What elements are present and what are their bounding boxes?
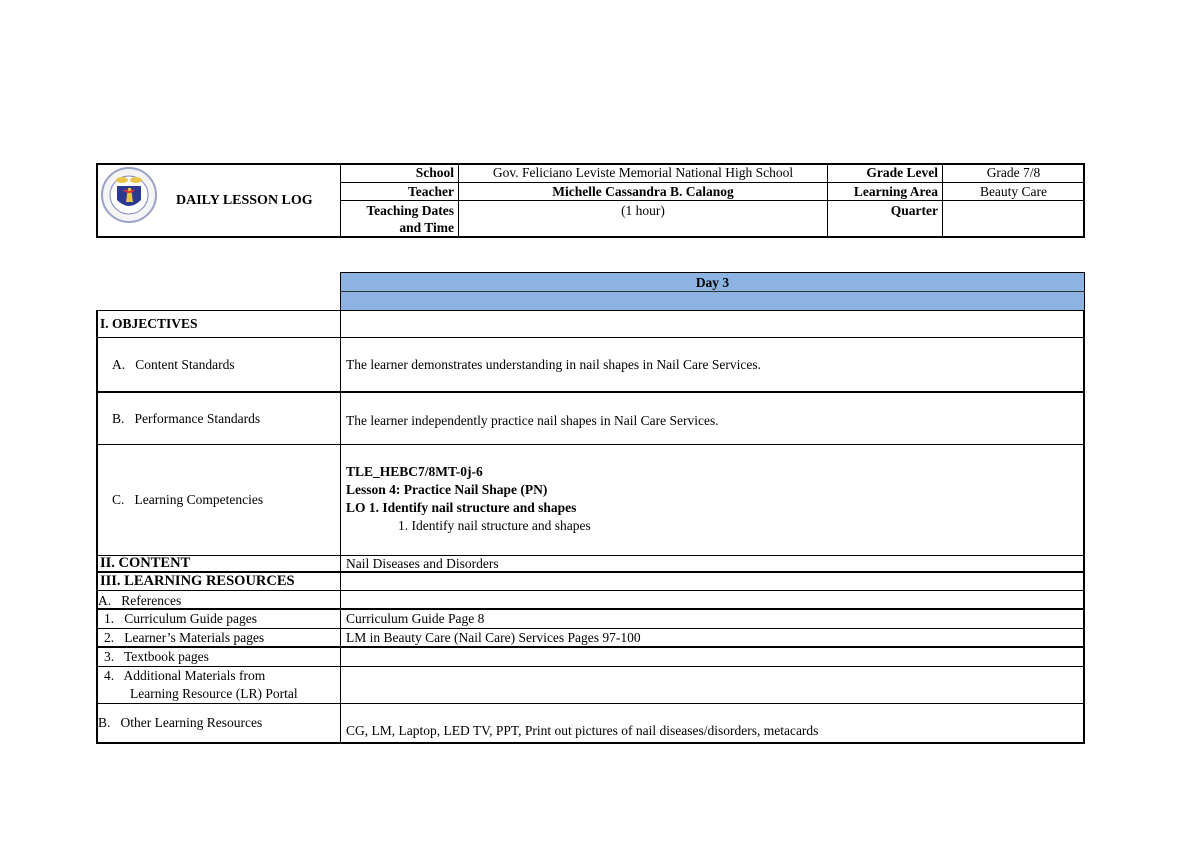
textbook-label: 3. Textbook pages (104, 649, 209, 664)
content-standards-value: The learner demonstrates understanding in nail shapes in Nail Care Services. (346, 357, 761, 372)
divider (96, 646, 1085, 648)
additional-materials-label-line2: Learning Resource (LR) Portal (130, 686, 298, 701)
teacher-label: Teacher (408, 184, 454, 199)
page-title: DAILY LESSON LOG (176, 193, 313, 208)
competency-lesson: Lesson 4: Practice Nail Shape (PN) (346, 482, 548, 497)
divider (96, 444, 1085, 445)
additional-materials-label-line1: 4. Additional Materials from (104, 668, 266, 683)
learning-area-value: Beauty Care (979, 184, 1048, 199)
competency-lo: LO 1. Identify nail structure and shapes (346, 500, 577, 515)
references-label: A. References (98, 593, 182, 608)
other-resources-value: CG, LM, Laptop, LED TV, PPT, Print out pictures of nail diseases/disorders, metacards (346, 723, 819, 738)
divider (96, 337, 1085, 338)
curriculum-guide-label: 1. Curriculum Guide pages (104, 611, 257, 626)
curriculum-guide-value: Curriculum Guide Page 8 (346, 611, 485, 626)
content-label: II. CONTENT (100, 555, 191, 571)
objectives-label: I. OBJECTIVES (100, 316, 198, 331)
teacher-value: Michelle Cassandra B. Calanog (552, 184, 734, 199)
content-standards-label: A. Content Standards (112, 357, 235, 372)
day-header: Day 3 (695, 275, 730, 290)
teaching-dates-label-line2: and Time (399, 220, 454, 235)
learners-materials-value: LM in Beauty Care (Nail Care) Services Pages 97-100 (346, 630, 641, 645)
learning-resources-label: III. LEARNING RESOURCES (100, 573, 295, 589)
quarter-label: Quarter (890, 203, 938, 218)
competency-sub: 1. Identify nail structure and shapes (398, 518, 591, 533)
school-value: Gov. Feliciano Leviste Memorial National High School (492, 165, 794, 180)
divider (96, 391, 1085, 393)
competency-code: TLE_HEBC7/8MT-0j-6 (346, 464, 483, 479)
teaching-dates-label-line1: Teaching Dates (366, 203, 454, 218)
grade-level-label: Grade Level (866, 165, 938, 180)
school-label: School (415, 165, 454, 180)
divider (340, 291, 1085, 292)
divider (340, 200, 1084, 201)
deped-seal-icon (100, 166, 158, 224)
performance-standards-label: B. Performance Standards (112, 411, 261, 426)
other-resources-label: B. Other Learning Resources (98, 715, 263, 730)
divider (96, 590, 1085, 591)
divider (96, 555, 1085, 556)
performance-standards-value: The learner independently practice nail shapes in Nail Care Services. (346, 413, 719, 428)
grade-level-value: Grade 7/8 (986, 165, 1041, 180)
teaching-dates-label (341, 202, 458, 236)
teaching-dates-value: (1 hour) (621, 203, 665, 218)
learning-area-label: Learning Area (853, 184, 938, 199)
learning-competencies-label: C. Learning Competencies (112, 492, 264, 507)
divider (340, 310, 341, 744)
learners-materials-label: 2. Learner’s Materials pages (104, 630, 265, 645)
content-value: Nail Diseases and Disorders (346, 556, 499, 571)
divider (96, 703, 1085, 704)
